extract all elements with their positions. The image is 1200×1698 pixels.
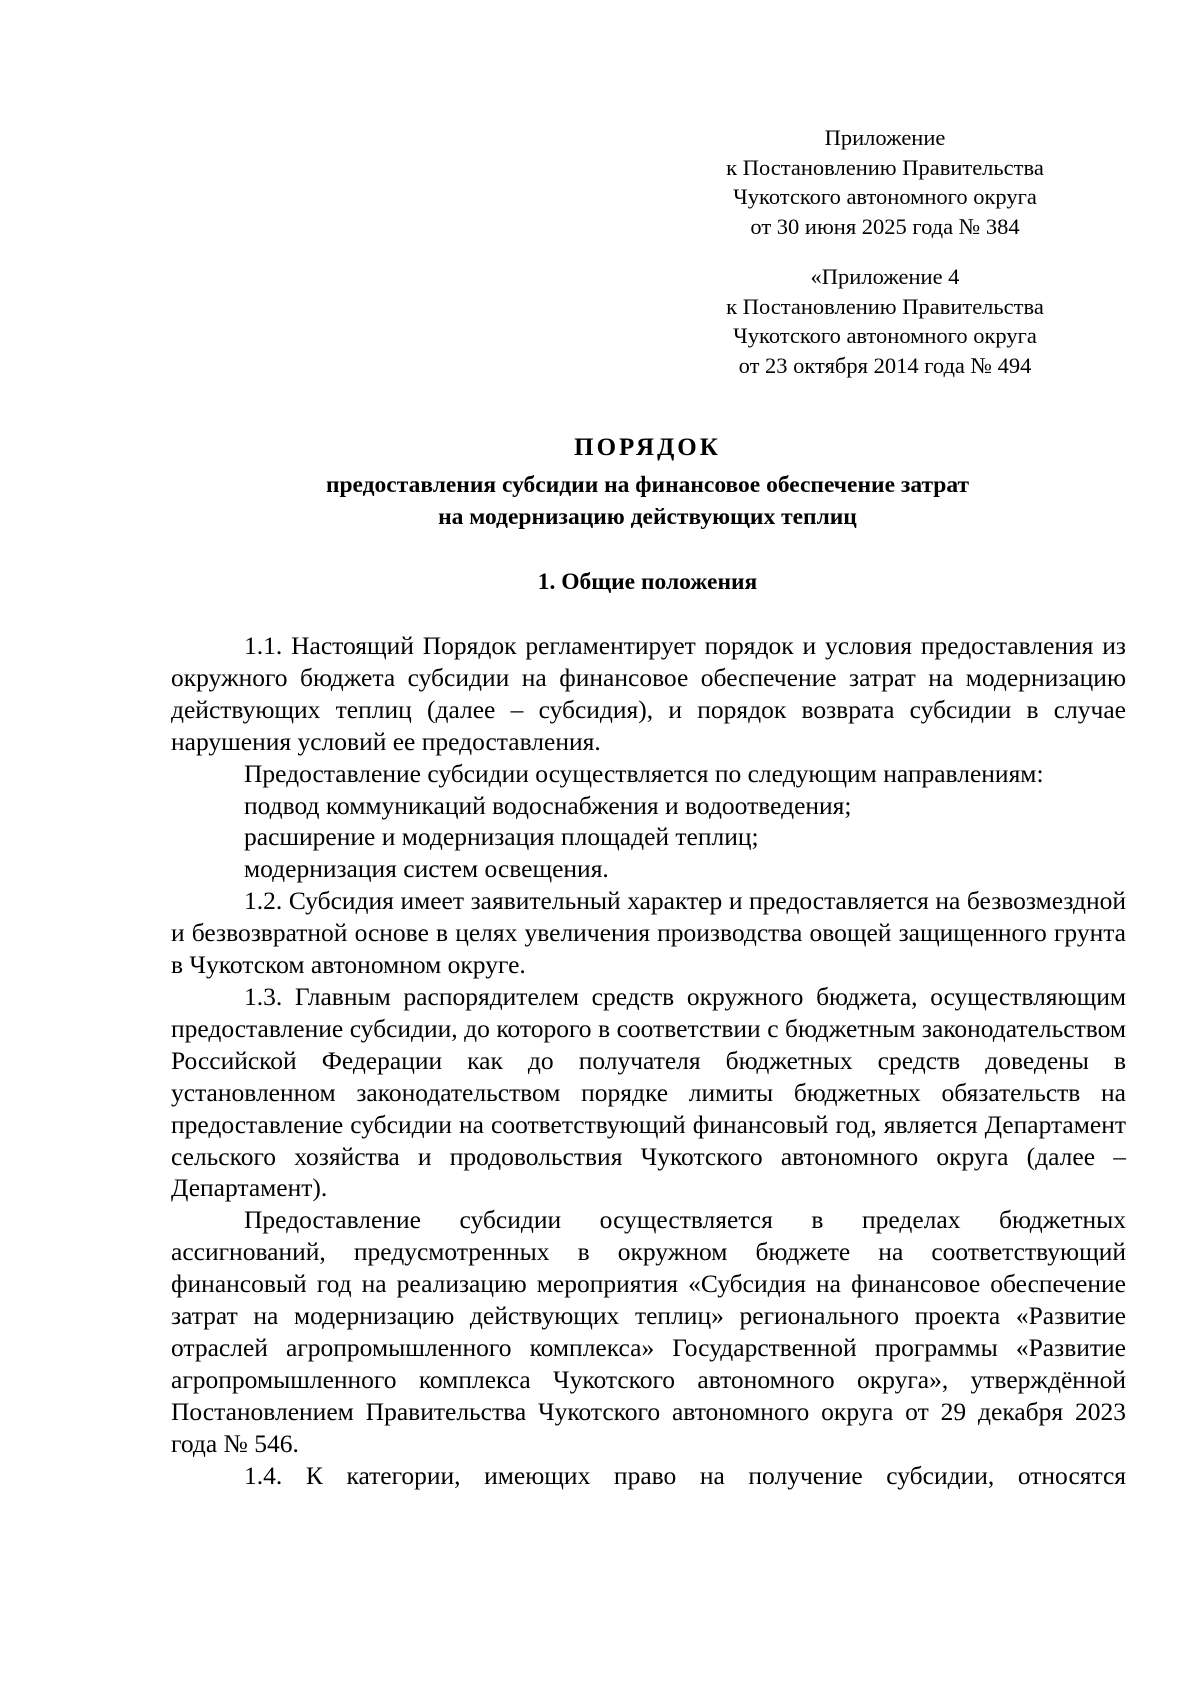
appendix-header-original: [690, 262, 1080, 380]
appendix-line: от 23 октября 2014 года № 494: [738, 352, 1032, 378]
appendix-line: «Приложение 4: [810, 264, 960, 289]
section-heading: 1. Общие положения: [537, 569, 758, 595]
appendix-line: от 30 июня 2025 года № 384: [750, 213, 1020, 239]
list-item: модернизация систем освещения.: [244, 854, 609, 884]
paragraph-1-3: 1.3. Главным распорядителем средств окружного бюджета, осуществляющим предоставление субсидии, до которого в соответствии с бюджетным законодательством Российской Федерации как до получателя бюджетных средств доведены в установленном законодательством порядке лимиты бюджетных обязательств на предоставление субсидии на соответствующий финансовый год, является Департамент сельского хозяйства и продовольствия Чукотского автономного округа (далее – Департамент).: [171, 981, 1126, 1203]
list-item: подвод коммуникаций водоснабжения и водоотведения;: [244, 790, 852, 820]
appendix-line: Чукотского автономного округа: [733, 184, 1037, 209]
paragraph-1-1: 1.1. Настоящий Порядок регламентирует порядок и условия предоставления из окружного бюджета субсидии на финансовое обеспечение затрат на модернизацию действующих теплиц (далее – субсидия), и порядок возврата субсидии в случае нарушения условий ее предоставления.: [171, 631, 1126, 756]
appendix-line: Приложение: [824, 125, 946, 150]
document-subtitle: [170, 470, 1125, 533]
appendix-line: Чукотского автономного округа: [733, 323, 1037, 348]
appendix-header: [690, 123, 1080, 241]
paragraph-1-3-funding: Предоставление субсидии осуществляется в пределах бюджетных ассигнований, предусмотренных в окружном бюджете на соответствующий финансовый год на реализацию мероприятия «Субсидия на финансовое обеспечение затрат на модернизацию действующих теплиц» регионального проекта «Развитие отраслей агропромышленного комплекса» Государственной программы «Развитие агропромышленного комплекса Чукотского автономного округа», утверждённой Постановлением Правительства Чукотского автономного округа от 29 декабря 2023 года № 546.: [171, 1205, 1126, 1458]
subtitle-line: на модернизацию действующих теплиц: [438, 503, 857, 530]
paragraph-1-4: 1.4. К категории, имеющих право на получение субсидии, относятся: [244, 1460, 1126, 1490]
subtitle-line: предоставления субсидии на финансовое обеспечение затрат: [325, 472, 970, 498]
paragraph-1-2: 1.2. Субсидия имеет заявительный характер и предоставляется на безвозмездной и безвозвратной основе в целях увеличения производства овощей защищенного грунта в Чукотском автономном округе.: [171, 886, 1126, 980]
document-body: [171, 630, 1126, 1491]
document-title: ПОРЯДОК: [574, 434, 721, 461]
list-item: расширение и модернизация площадей теплиц;: [244, 822, 759, 852]
paragraph-1-1-directions: Предоставление субсидии осуществляется по следующим направлениям:: [244, 758, 1044, 788]
appendix-line: к Постановлению Правительства: [726, 293, 1044, 319]
appendix-line: к Постановлению Правительства: [726, 154, 1044, 180]
